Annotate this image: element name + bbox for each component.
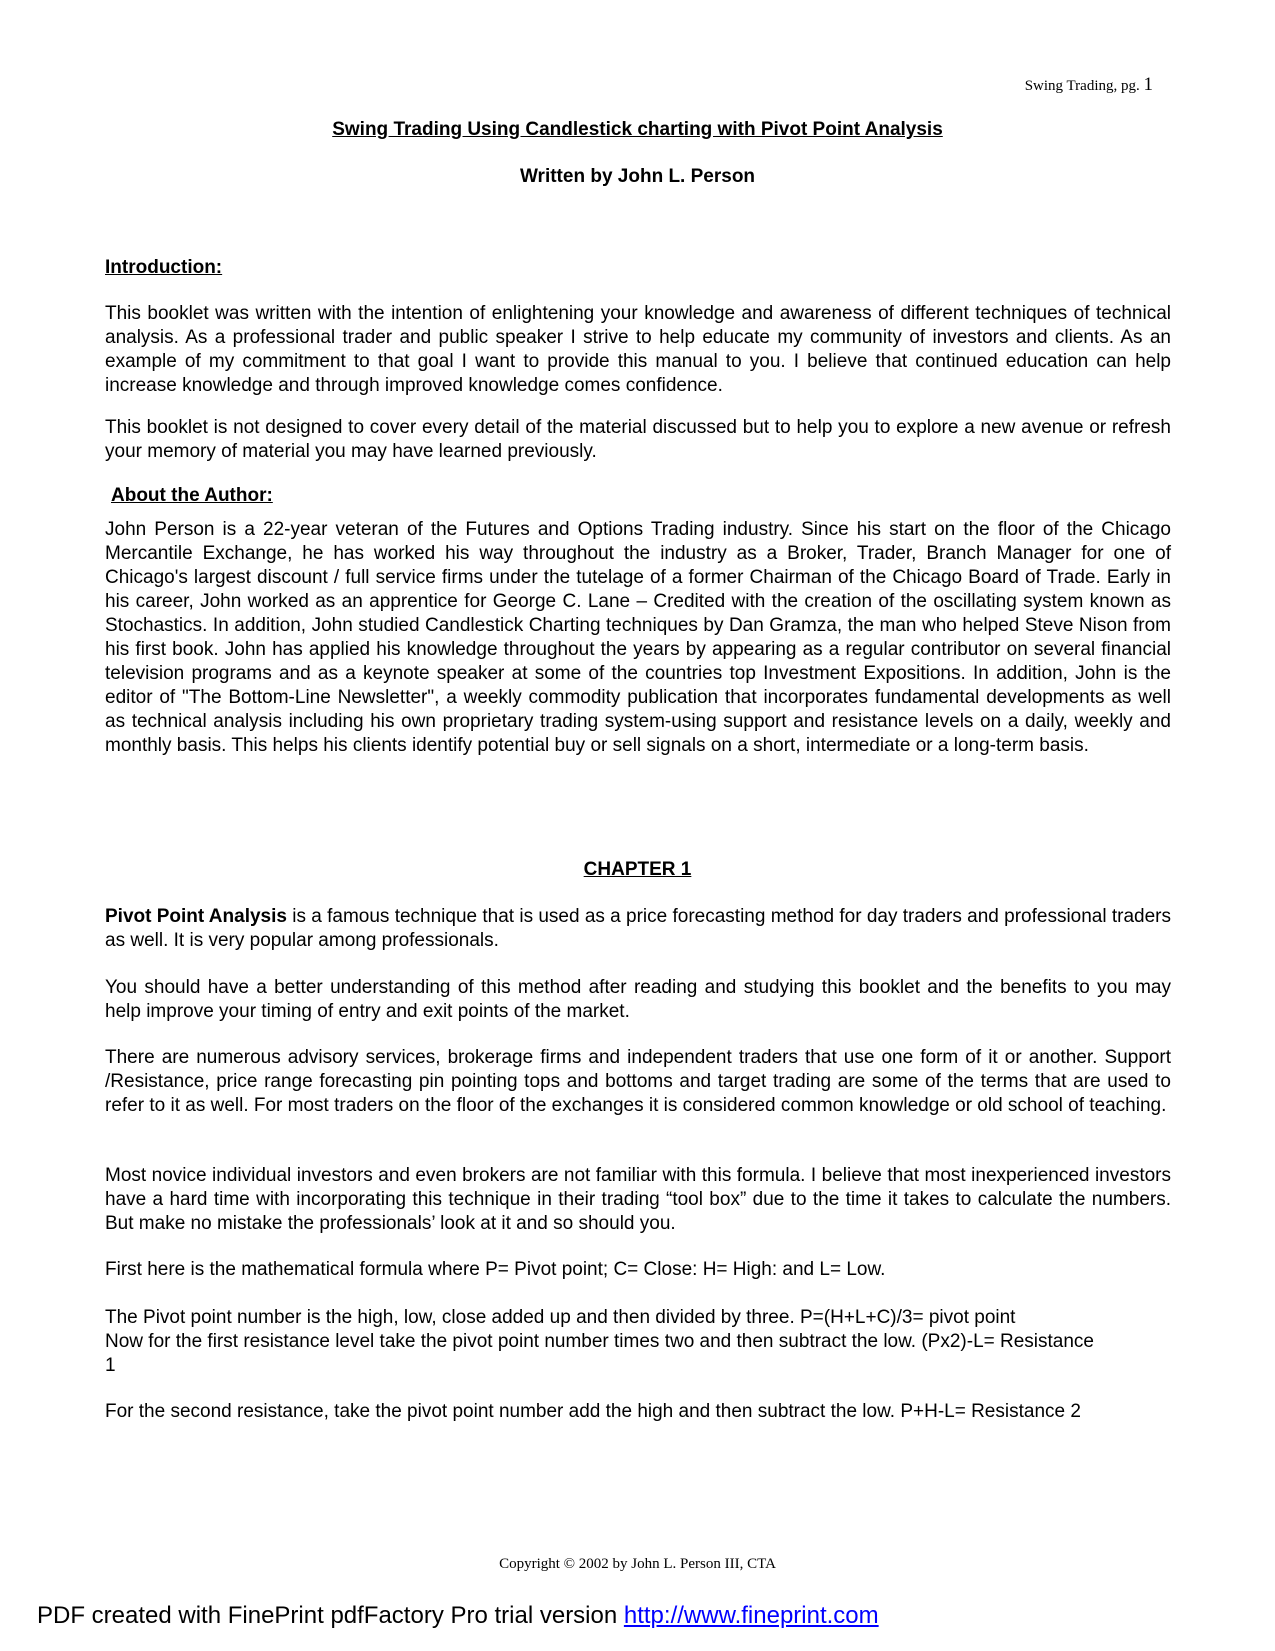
introduction-paragraph-2: This booklet is not designed to cover every detail of the material discussed but to help you to explore a new avenue or refresh your memory of material you may have learned previously. bbox=[105, 417, 1171, 462]
formula-pivot-line: The Pivot point number is the high, low, close added up and then divided by three. P=(H+L+C)/3= pivot point bbox=[105, 1307, 1016, 1328]
introduction-heading: Introduction: bbox=[105, 257, 223, 278]
chapter-paragraph-3: Most novice individual investors and even brokers are not familiar with this formula. I believe that most inexperienced investors have a hard time with incorporating this technique in their trading “tool box” due to the time it takes to calculate the numbers. But make no mistake the professionals’ look at it and so should you. bbox=[105, 1165, 1171, 1234]
pdf-creator-banner bbox=[37, 1602, 879, 1630]
formula-resistance-2: For the second resistance, take the pivot point number add the high and then subtract the low. P+H-L= Resistance 2 bbox=[105, 1401, 1081, 1422]
page-number: 1 bbox=[1143, 74, 1153, 95]
document-title: Swing Trading Using Candlestick charting with Pivot Point Analysis bbox=[332, 119, 943, 140]
document-author-line: Written by John L. Person bbox=[519, 166, 756, 187]
chapter-paragraph-4: First here is the mathematical formula where P= Pivot point; C= Close: H= High: and L= Low. bbox=[105, 1259, 886, 1280]
page-header bbox=[1025, 74, 1153, 96]
about-author-paragraph: John Person is a 22-year veteran of the Futures and Options Trading industry. Since his start on the floor of the Chicago Mercantile Exchange, he has worked his way throughout the industry as a Broker, Trader, Branch Manager for one of Chicago's largest discount / full service firms under the tutelage of a former Chairman of the Chicago Board of Trade. Early in his career, John worked as an apprentice for George C. Lane – Credited with the creation of the oscillating system known as Stochastics. In addition, John studied Candlestick Charting techniques by Dan Gramza, the man who helped Steve Nison from his first book. John has applied his knowledge throughout the years by appearing as a regular contributor on several financial television programs and as a keynote speaker at some of the countries top Investment Expositions. In addition, John is the editor of "The Bottom-Line Newsletter", a weekly commodity publication that incorporates fundamental developments as well as technical analysis including his own proprietary trading system-using support and resistance levels on a daily, weekly and monthly basis. This helps his clients identify potential buy or sell signals on a short, intermediate or a long-term basis. bbox=[105, 519, 1171, 756]
fineprint-link[interactable]: http://www.fineprint.com bbox=[623, 1602, 879, 1629]
introduction-paragraph-1: This booklet was written with the intention of enlightening your knowledge and awareness of different techniques of technical analysis. As a professional trader and public speaker I strive to help educate my community of investors and clients. As an example of my commitment to that goal I want to provide this manual to you. I believe that continued education can help increase knowledge and through improved knowledge comes confidence. bbox=[105, 303, 1171, 396]
pivot-intro-bold: Pivot Point Analysis bbox=[105, 906, 287, 927]
chapter-heading: CHAPTER 1 bbox=[583, 859, 692, 880]
chapter-paragraph-1: You should have a better understanding of this method after reading and studying this booklet and the benefits to you may help improve your timing of entry and exit points of the market. bbox=[105, 977, 1171, 1022]
pdf-creator-text: PDF created with FinePrint pdfFactory Pro trial version bbox=[37, 1602, 624, 1629]
pivot-intro-text: is a famous technique that is used as a price forecasting method for day traders and professional traders as well. It is very popular among professionals. bbox=[105, 906, 1172, 951]
pivot-intro-paragraph bbox=[105, 905, 1171, 953]
chapter-paragraph-2: There are numerous advisory services, brokerage firms and independent traders that use one form of it or another. Support /Resistance, price range forecasting pin pointing tops and bottoms and target trading are some of the terms that are used to refer to it as well. For most traders on the floor of the exchanges it is considered common knowledge or old school of teaching. bbox=[105, 1047, 1171, 1116]
formula-resistance-1: Now for the first resistance level take the pivot point number times two and then subtract the low. (Px2)-L= Resistance 1 bbox=[105, 1331, 1095, 1376]
copyright-notice: Copyright © 2002 by John L. Person III, CTA bbox=[499, 1556, 776, 1572]
page-label: Swing Trading, pg. bbox=[1024, 78, 1140, 94]
about-author-heading: About the Author: bbox=[111, 485, 273, 506]
